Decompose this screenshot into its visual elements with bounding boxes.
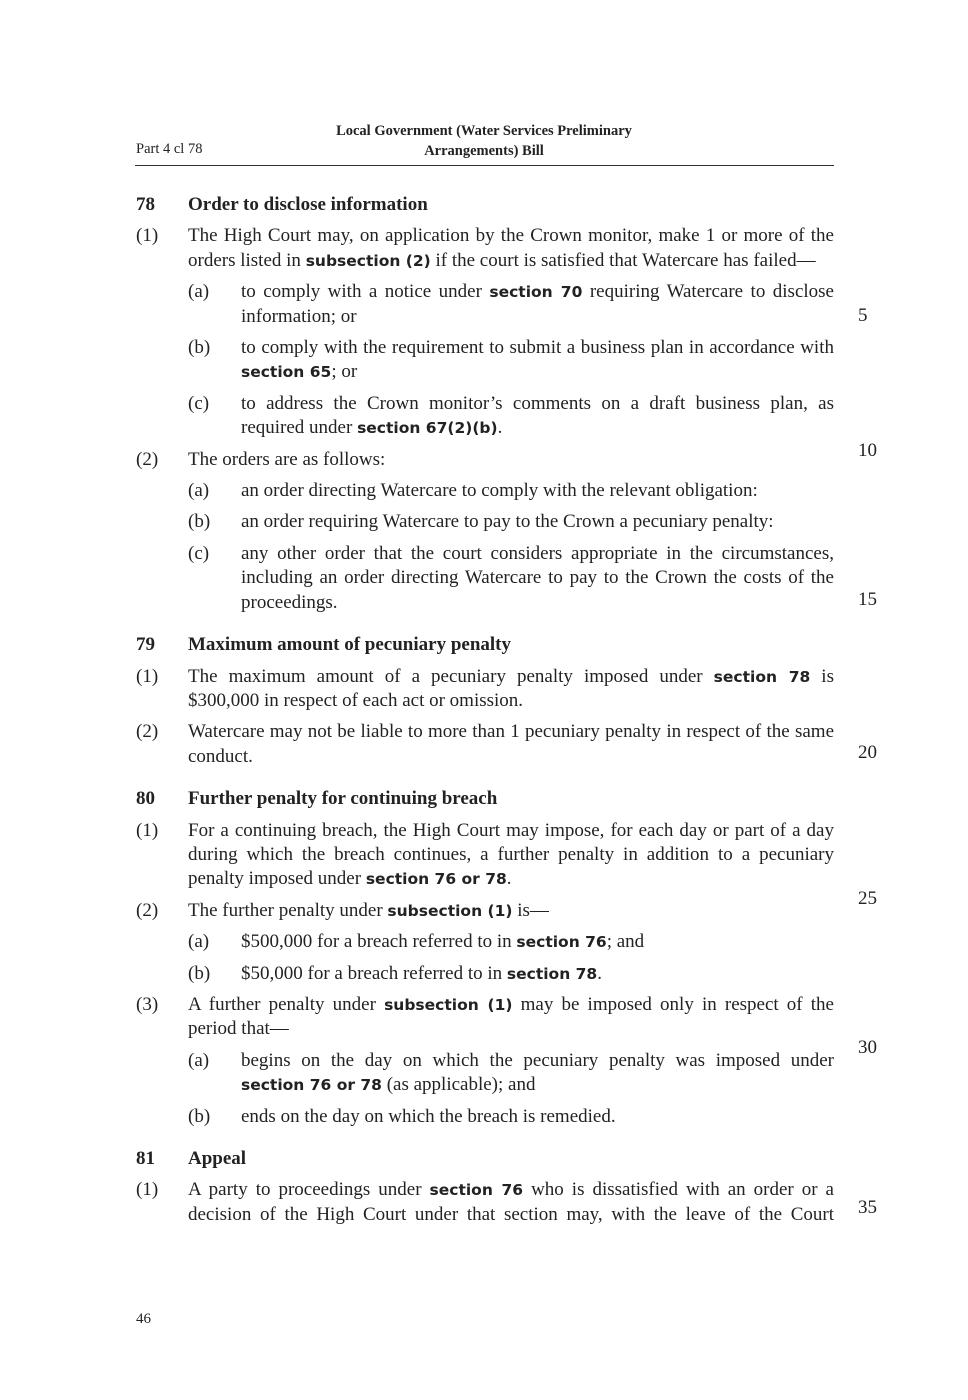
title-line-2: Arrangements) Bill	[424, 143, 544, 159]
title-line-1: Local Government (Water Services Preliminary	[336, 123, 632, 139]
text-run: $500,000 for a breach referred to in	[241, 931, 517, 953]
text-run: an order requiring Watercare to pay to the Crown a pecuniary penalty:	[241, 511, 774, 533]
section-title: Further penalty for continuing breach	[188, 788, 498, 810]
section-title: Maximum amount of pecuniary penalty	[188, 634, 511, 656]
subsection-text	[188, 720, 834, 769]
paragraph-text	[241, 392, 834, 441]
page-number: 46	[136, 1311, 151, 1327]
document-body	[136, 193, 834, 1227]
subsection-body	[188, 899, 834, 986]
paragraph-text	[241, 510, 834, 534]
paragraph-label: (a)	[188, 480, 210, 502]
section	[136, 1147, 834, 1227]
paragraph-text	[241, 479, 834, 503]
section-number: 80	[136, 788, 155, 810]
cross-reference: subsection (1)	[387, 901, 513, 920]
paragraph-item	[188, 1049, 834, 1098]
subsection-text	[188, 665, 834, 714]
paragraph-label: (a)	[188, 1049, 210, 1071]
paragraph-item	[188, 392, 834, 441]
section-heading	[136, 787, 834, 811]
subsection-text	[188, 819, 834, 892]
cross-reference: section 76	[516, 933, 607, 952]
subsection	[136, 819, 834, 892]
paragraph-label: (a)	[188, 281, 210, 303]
subsection-label: (3)	[136, 993, 159, 1015]
text-run: any other order that the court considers appropriate in the circumstances, including an order directing Watercare to pay to the Crown the costs of the proceedings.	[241, 542, 834, 613]
section-number: 81	[136, 1148, 155, 1169]
subsection	[136, 720, 834, 769]
section	[136, 633, 834, 769]
text-run: (as applicable); and	[381, 1074, 536, 1096]
text-run: A party to proceedings under	[188, 1179, 430, 1201]
subsection	[136, 1178, 834, 1227]
subsection-label: (1)	[136, 1179, 159, 1201]
subsection-body	[188, 665, 834, 714]
paragraph-text	[241, 336, 834, 385]
line-number: 5	[858, 305, 868, 326]
cross-reference: section 78	[506, 964, 598, 983]
paragraph-item	[188, 1105, 834, 1129]
text-run: an order directing Watercare to comply with the relevant obligation:	[241, 480, 758, 502]
cross-reference: section 76	[429, 1181, 524, 1200]
paragraph-text	[241, 542, 834, 615]
subsection-text	[188, 1178, 834, 1227]
section-heading	[136, 1147, 834, 1171]
text-run: ; and	[606, 931, 645, 953]
subsection-label: (2)	[136, 899, 159, 921]
paragraph-item	[188, 962, 834, 986]
text-run: For a continuing breach, the High Court may impose, for each day or part of a day during which the breach continues, a further penalty in addition to a pecuniary penalty imposed under	[188, 819, 834, 890]
text-run: $50,000 for a breach referred to in	[241, 962, 507, 984]
paragraph-item	[188, 510, 834, 534]
paragraph-text	[241, 930, 834, 954]
subsection-text	[188, 899, 834, 923]
text-run: .	[506, 868, 512, 890]
subsection-body	[188, 1178, 834, 1227]
section-title: Appeal	[188, 1148, 247, 1169]
paragraph-item	[188, 542, 834, 615]
subsection	[136, 448, 834, 615]
paragraph-label: (b)	[188, 337, 211, 359]
section-number: 78	[136, 194, 155, 215]
subsection	[136, 993, 834, 1129]
paragraph-label: (c)	[188, 392, 210, 414]
text-run: to comply with the requirement to submit a business plan in accordance with	[241, 337, 834, 359]
cross-reference: subsection (2)	[305, 251, 431, 270]
cross-reference: section 65	[241, 363, 332, 382]
paragraph-item	[188, 336, 834, 385]
paragraph-label: (a)	[188, 931, 210, 953]
subsection-body	[188, 819, 834, 892]
subsection	[136, 665, 834, 714]
header-rule	[135, 165, 834, 166]
paragraph-label: (b)	[188, 962, 211, 984]
subsection-text	[188, 448, 834, 472]
section	[136, 193, 834, 615]
paragraph-text	[241, 1049, 834, 1098]
section-heading	[136, 633, 834, 657]
subsection-label: (1)	[136, 225, 159, 247]
text-run: ends on the day on which the breach is remedied.	[241, 1105, 616, 1127]
subsection-body	[188, 720, 834, 769]
line-number: 30	[858, 1037, 877, 1058]
text-run: if the court is satisfied that Watercare has failed—	[430, 249, 816, 271]
paragraph-item	[188, 479, 834, 503]
text-run: Watercare may not be liable to more than 1 pecuniary penalty in respect of the same conduct.	[188, 721, 834, 767]
paragraph-text	[241, 1105, 834, 1129]
text-run: The orders are as follows:	[188, 448, 386, 470]
paragraph-text	[241, 962, 834, 986]
section	[136, 787, 834, 1129]
subsection-label: (2)	[136, 721, 159, 743]
text-run: to comply with a notice under	[241, 281, 490, 303]
running-header-part: Part 4 cl 78	[136, 141, 203, 157]
line-number: 25	[858, 888, 877, 909]
text-run: is $300,000 in respect of each act or omission.	[188, 665, 834, 711]
cross-reference: section 76 or 78	[241, 1076, 382, 1095]
paragraph-item	[188, 930, 834, 954]
paragraph-item	[188, 280, 834, 329]
section-title: Order to disclose information	[188, 194, 428, 215]
subsection	[136, 899, 834, 986]
text-run: is—	[512, 899, 549, 921]
subsection-label: (1)	[136, 819, 159, 841]
cross-reference: section 67(2)(b)	[357, 419, 498, 438]
text-run: A further penalty under	[188, 993, 385, 1015]
paragraph-label: (b)	[188, 511, 211, 533]
subsection-label: (1)	[136, 665, 159, 687]
line-number: 10	[858, 440, 877, 461]
text-run: The High Court may, on application by the Crown monitor, make 1 or more of the orders listed in	[188, 225, 834, 271]
line-number: 20	[858, 742, 877, 763]
section-number: 79	[136, 634, 155, 656]
text-run: to address the Crown monitor’s comments on a draft business plan, as required under	[241, 392, 834, 439]
subsection-text	[188, 224, 834, 273]
text-run: .	[597, 962, 602, 984]
cross-reference: section 76 or 78	[365, 870, 507, 889]
running-header-title	[300, 121, 668, 161]
cross-reference: section 78	[713, 667, 811, 686]
text-run: may be imposed only in respect of the period that—	[188, 993, 834, 1040]
cross-reference: subsection (1)	[384, 995, 513, 1014]
text-run: The maximum amount of a pecuniary penalty imposed under	[188, 665, 714, 687]
cross-reference: section 70	[489, 283, 583, 302]
text-run: requiring Watercare to disclose information; or	[241, 281, 834, 327]
text-run: ; or	[331, 361, 358, 383]
subsection-body	[188, 448, 834, 615]
subsection-text	[188, 993, 834, 1042]
text-run: The further penalty under	[188, 899, 388, 921]
text-run: .	[497, 417, 503, 439]
subsection	[136, 224, 834, 440]
line-number: 15	[858, 589, 877, 610]
text-run: who is dissatisfied with an order or a decision of the High Court under that section may, with the leave of the Court	[188, 1179, 834, 1225]
text-run: begins on the day on which the pecuniary penalty was imposed under	[241, 1049, 834, 1071]
paragraph-text	[241, 280, 834, 329]
paragraph-label: (c)	[188, 542, 210, 564]
paragraph-label: (b)	[188, 1105, 211, 1127]
subsection-body	[188, 224, 834, 440]
section-heading	[136, 193, 834, 217]
subsection-body	[188, 993, 834, 1129]
subsection-label: (2)	[136, 448, 159, 470]
line-number: 35	[858, 1197, 877, 1218]
